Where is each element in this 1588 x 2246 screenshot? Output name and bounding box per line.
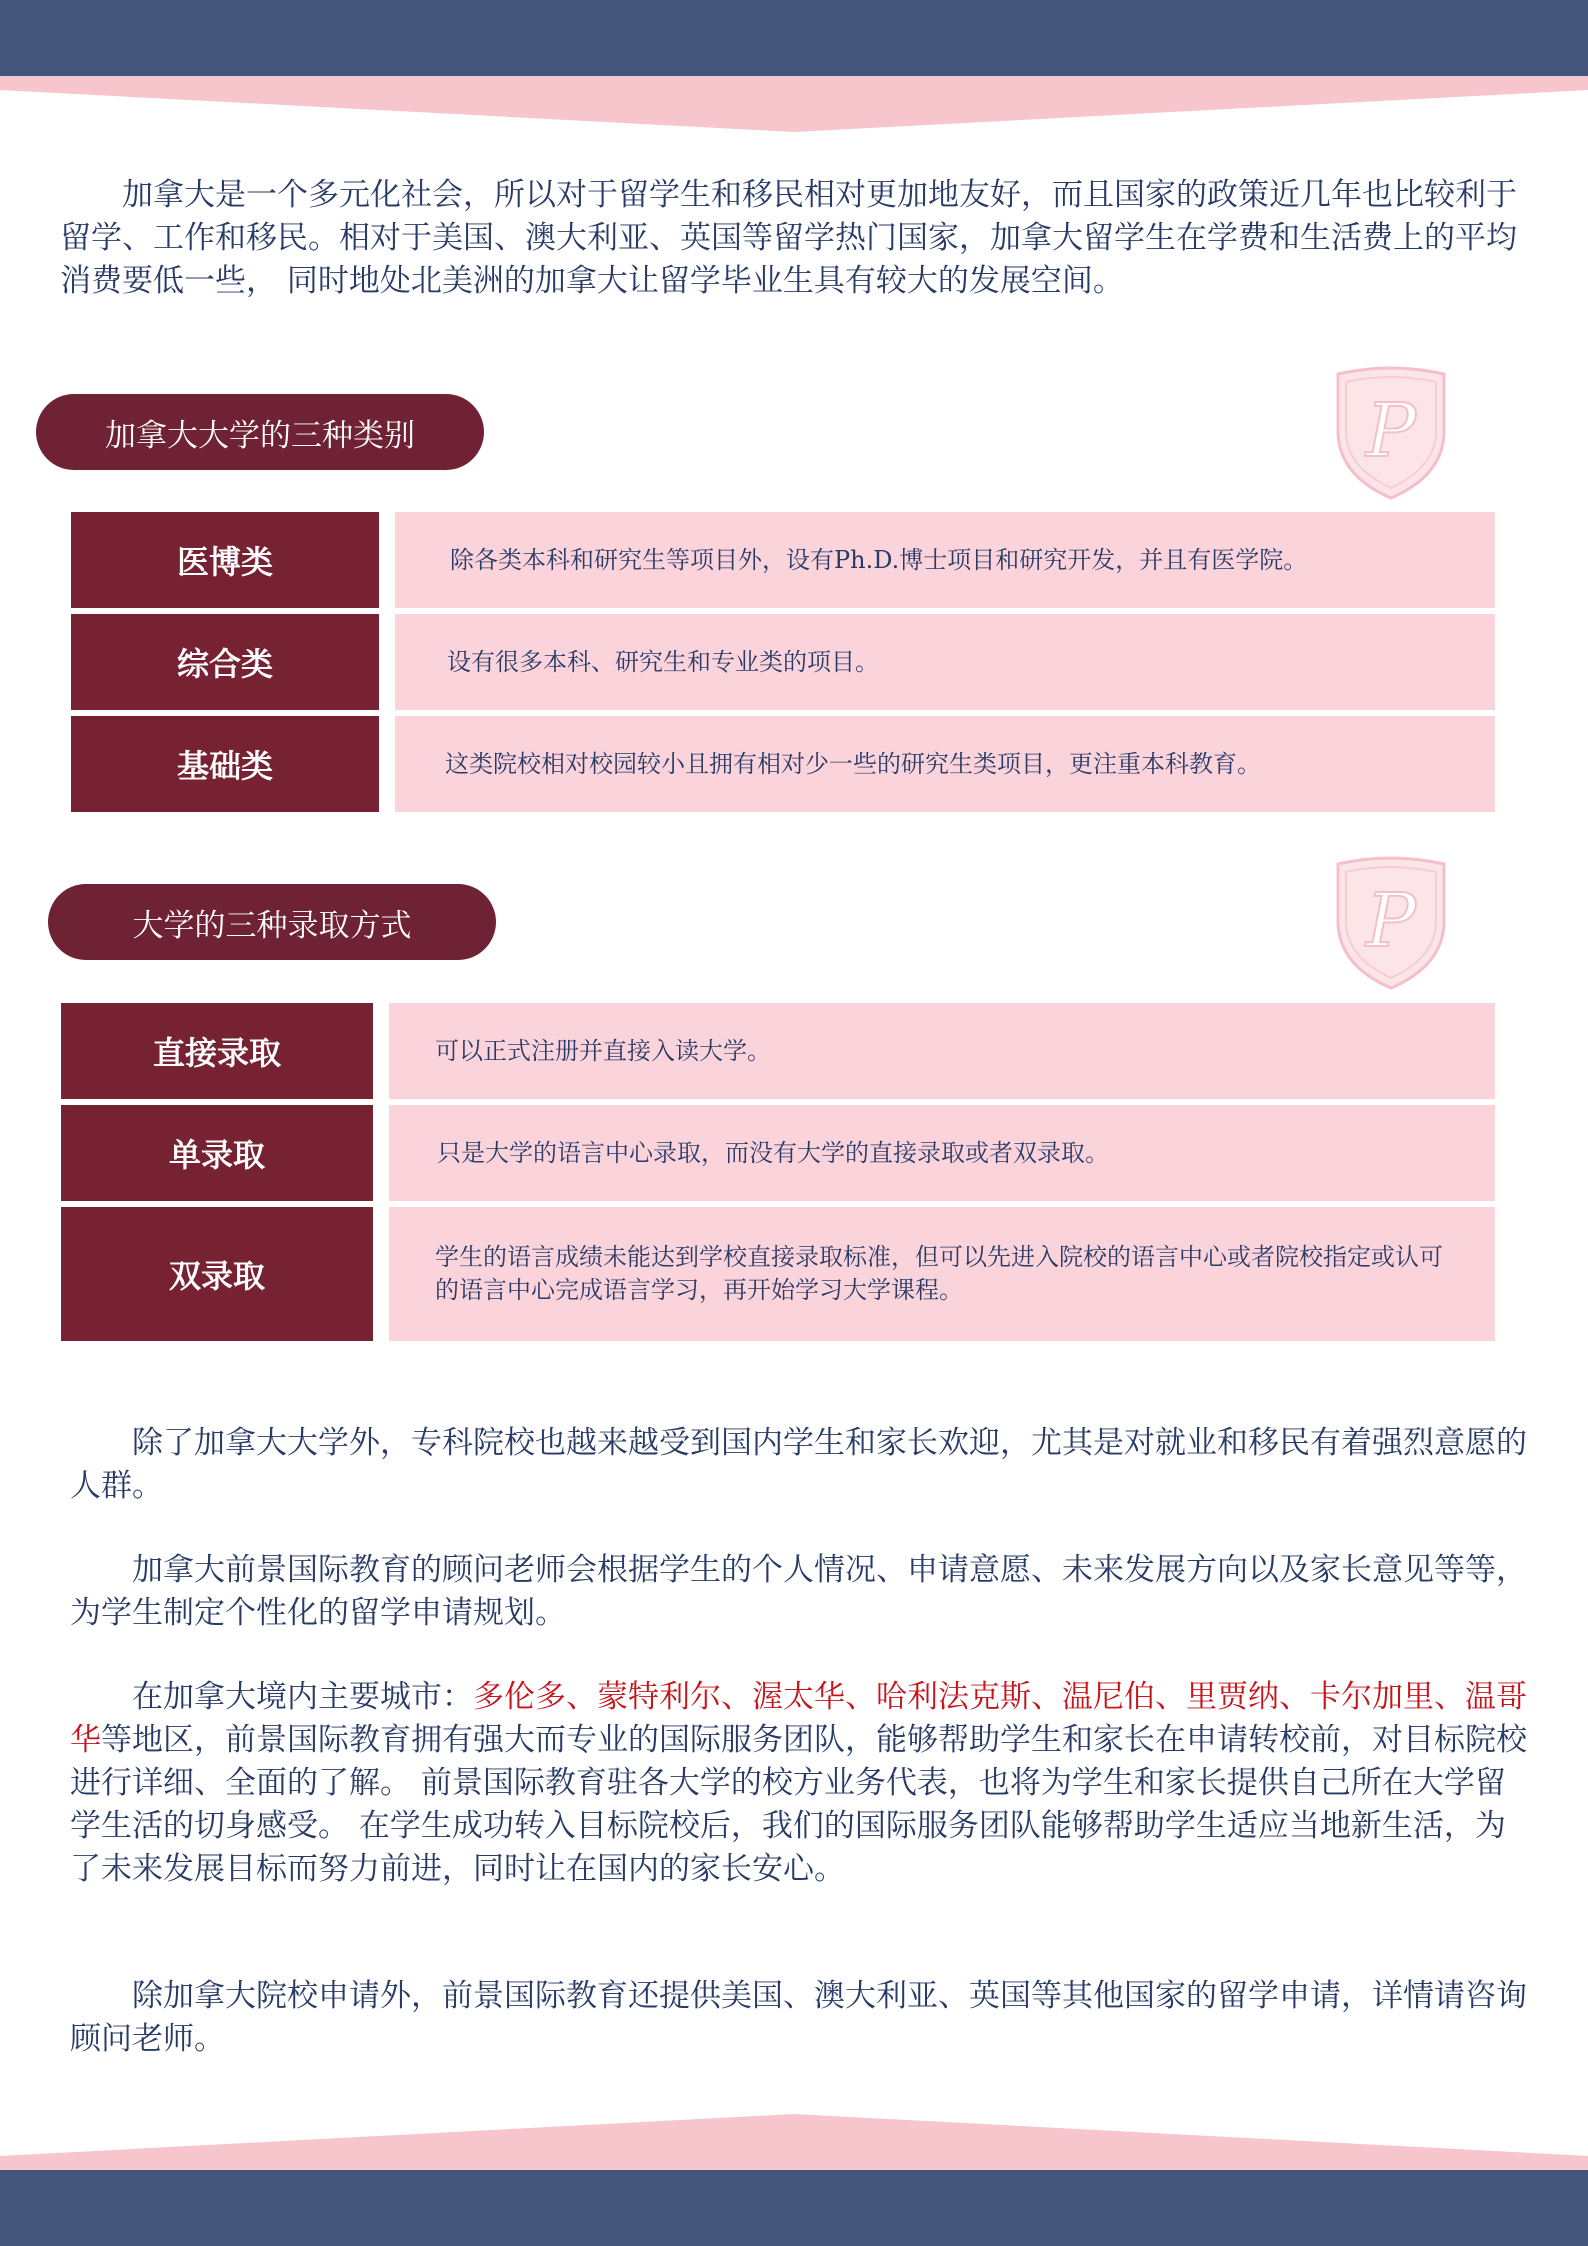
header-wedge [0,76,1588,136]
shield-crest-icon [1330,854,1452,992]
admission-desc-2: 只是大学的语言中心录取，而没有大学的直接录取或者双录取。 [389,1105,1495,1201]
section-title-admission: 大学的三种录取方式 [48,884,496,960]
footer-wedge [0,2110,1588,2170]
category-label-3: 基础类 [71,716,379,812]
svg-text:P: P [1366,388,1416,474]
section-title-categories: 加拿大大学的三种类别 [36,394,484,470]
paragraph-colleges: 除了加拿大大学外，专科院校也越来越受到国内学生和家长欢迎，尤其是对就业和移民有着强烈意愿的人群。 [70,1425,1527,1504]
admission-label-3: 双录取 [61,1207,373,1341]
footer-band [0,2170,1588,2246]
cities-lead: 在加拿大境内主要城市： [132,1679,473,1715]
category-desc-2: 设有很多本科、研究生和专业类的项目。 [395,614,1495,710]
admission-label-2: 单录取 [61,1105,373,1201]
category-label-1: 医博类 [71,512,379,608]
svg-text:P: P [1366,878,1416,964]
shield-crest-icon [1330,364,1452,502]
admission-label-1: 直接录取 [61,1003,373,1099]
paragraph-advisors: 加拿大前景国际教育的顾问老师会根据学生的个人情况、申请意愿、未来发展方向以及家长意见等等，为学生制定个性化的留学申请规划。 [70,1552,1527,1631]
header-band [0,0,1588,76]
cities-rest: 等地区，前景国际教育拥有强大而专业的国际服务团队，能够帮助学生和家长在申请转校前，对目标院校进行详细、全面的了解。 前景国际教育驻各大学的校方业务代表，也将为学生和家长提供自己所在大学留学生活的切身感受。 在学生成功转入目标院校后，我们的国际服务团队能够帮助学生适应当地新生活，为了未来发展目标而努力前进，同时让在国内的家长安心。 [70,1722,1527,1887]
city-list: 多伦多、蒙特利尔、渥太华、哈利法克斯、温尼伯、里贾纳、卡尔加里、温哥华 [70,1679,1527,1758]
admission-desc-1: 可以正式注册并直接入读大学。 [389,1003,1495,1099]
paragraph-other-countries: 除加拿大院校申请外，前景国际教育还提供美国、澳大利亚、英国等其他国家的留学申请，详情请咨询顾问老师。 [70,1978,1527,2057]
category-label-2: 综合类 [71,614,379,710]
paragraph-cities [70,1676,1536,1891]
intro-paragraph: 加拿大是一个多元化社会，所以对于留学生和移民相对更加地友好，而且国家的政策近几年也比较利于留学、工作和移民。相对于美国、澳大利亚、英国等留学热门国家，加拿大留学生在学费和生活费上的平均消费要低一些， 同时地处北美洲的加拿大让留学毕业生具有较大的发展空间。 [60,177,1517,299]
category-desc-3: 这类院校相对校园较小且拥有相对少一些的研究生类项目，更注重本科教育。 [395,716,1495,812]
admission-desc-3: 学生的语言成绩未能达到学校直接录取标准，但可以先进入院校的语言中心或者院校指定或认可的语言中心完成语言学习，再开始学习大学课程。 [389,1207,1495,1341]
category-desc-1: 除各类本科和研究生等项目外，设有Ph.D.博士项目和研究开发，并且有医学院。 [395,512,1495,608]
